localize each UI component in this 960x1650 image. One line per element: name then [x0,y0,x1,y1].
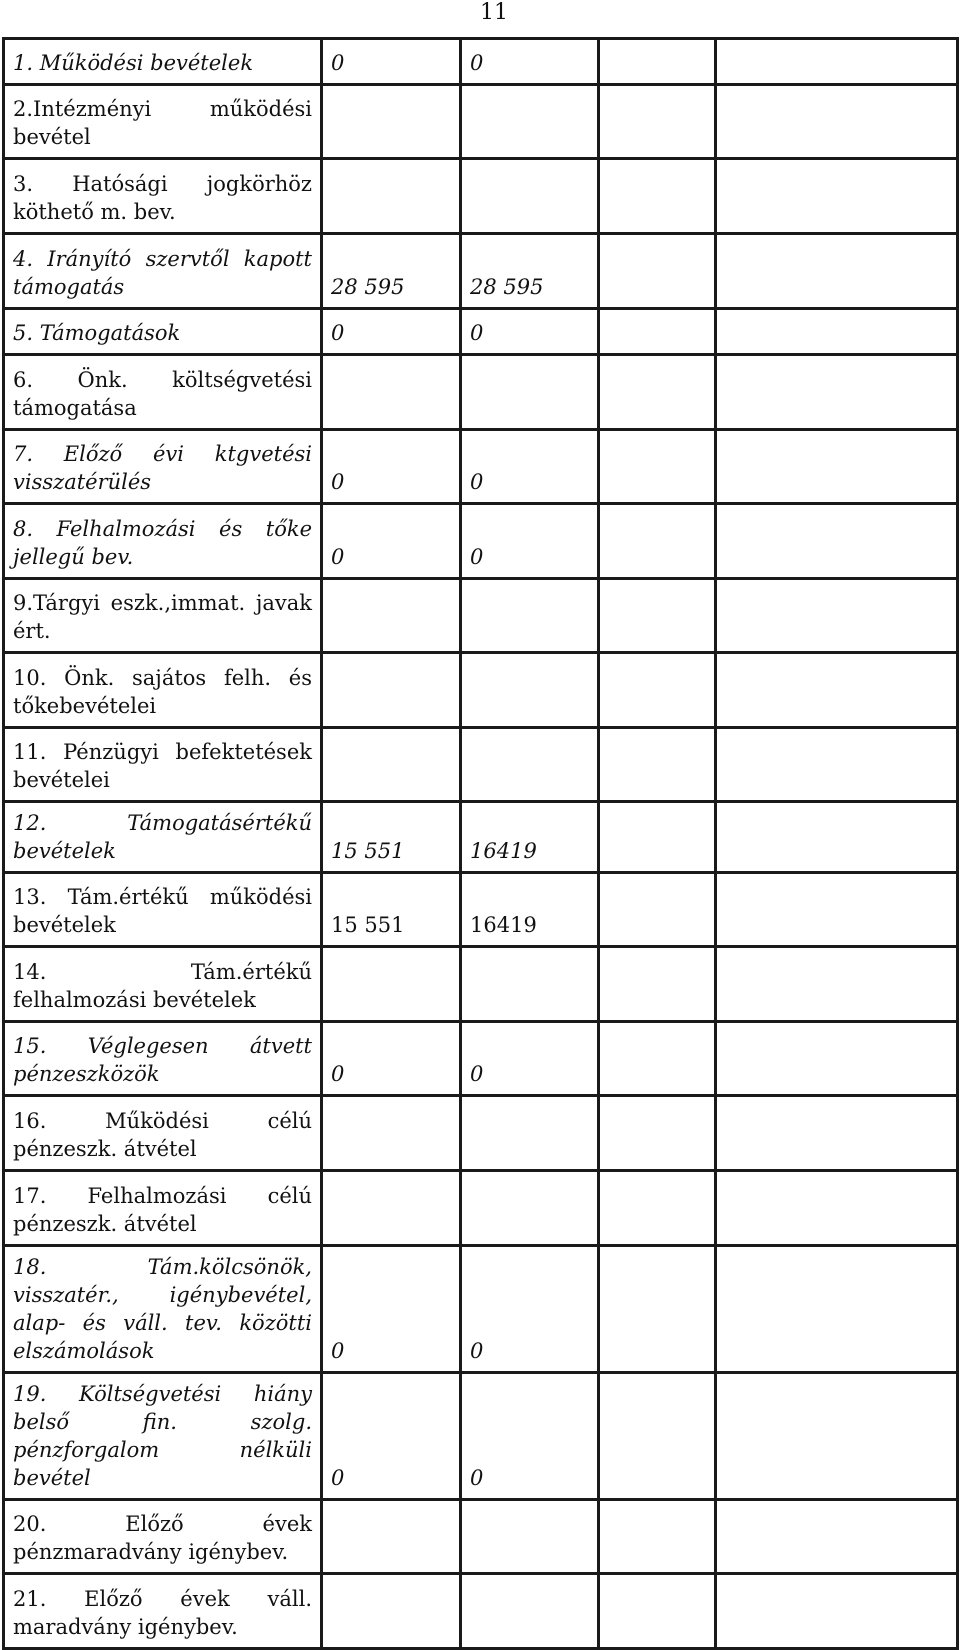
value-column-1 [322,1574,461,1649]
empty-column-4 [716,355,958,430]
row-label: 18. Tám.kölcsönök, visszatér., igénybevétel, alap- és váll. tev. közötti elszámolások [4,1246,322,1373]
row-label: 20. Előző évek pénzmaradvány igénybev. [4,1500,322,1574]
empty-column-4 [716,1246,958,1373]
empty-column-3 [599,947,716,1022]
value-column-2 [461,159,599,234]
value-column-1: 0 [322,1373,461,1500]
empty-column-3 [599,802,716,873]
value-column-2 [461,1500,599,1574]
table-row [4,159,958,234]
value-column-2 [461,947,599,1022]
row-label: 5. Támogatások [4,309,322,355]
value-column-1 [322,1096,461,1171]
row-label: 15. Véglegesen átvett pénzeszközök [4,1022,322,1096]
row-label: 7. Előző évi ktgvetési visszatérülés [4,430,322,504]
table-row [4,947,958,1022]
row-label: 11. Pénzügyi befektetések bevételei [4,728,322,802]
value-column-2: 0 [461,504,599,579]
value-column-1: 0 [322,39,461,85]
row-label: 6. Önk. költségvetési támogatása [4,355,322,430]
empty-column-3 [599,39,716,85]
empty-column-3 [599,85,716,159]
value-column-2 [461,653,599,728]
value-column-1 [322,579,461,653]
empty-column-4 [716,1574,958,1649]
empty-column-3 [599,1246,716,1373]
value-column-1: 0 [322,309,461,355]
table-row [4,1022,958,1096]
empty-column-4 [716,85,958,159]
revenue-table [2,37,959,1650]
value-column-1: 15 551 [322,802,461,873]
empty-column-4 [716,159,958,234]
empty-column-3 [599,1500,716,1574]
empty-column-3 [599,1373,716,1500]
empty-column-3 [599,234,716,309]
table-row [4,579,958,653]
table-row [4,653,958,728]
value-column-2: 0 [461,1373,599,1500]
row-label: 2.Intézményi működési bevétel [4,85,322,159]
empty-column-4 [716,1171,958,1246]
value-column-1: 0 [322,1022,461,1096]
empty-column-3 [599,1096,716,1171]
empty-column-4 [716,430,958,504]
row-label: 8. Felhalmozási és tőke jellegű bev. [4,504,322,579]
row-label: 12. Támogatásértékű bevételek [4,802,322,873]
empty-column-4 [716,309,958,355]
row-label: 14. Tám.értékű felhalmozási bevételek [4,947,322,1022]
empty-column-4 [716,1022,958,1096]
empty-column-4 [716,947,958,1022]
empty-column-4 [716,1500,958,1574]
value-column-1 [322,947,461,1022]
empty-column-3 [599,579,716,653]
row-label: 10. Önk. sajátos felh. és tőkebevételei [4,653,322,728]
empty-column-4 [716,504,958,579]
page-number: 11 [480,0,508,25]
row-label: 19. Költségvetési hiány belső fin. szolg. pénzforgalom nélküli bevétel [4,1373,322,1500]
empty-column-3 [599,1171,716,1246]
empty-column-4 [716,653,958,728]
empty-column-4 [716,39,958,85]
table-row [4,309,958,355]
empty-column-3 [599,1574,716,1649]
table-row [4,504,958,579]
empty-column-4 [716,579,958,653]
empty-column-4 [716,728,958,802]
empty-column-3 [599,653,716,728]
value-column-2 [461,1574,599,1649]
value-column-2: 0 [461,1022,599,1096]
value-column-2 [461,1171,599,1246]
row-label: 1. Működési bevételek [4,39,322,85]
value-column-2 [461,355,599,430]
table-row [4,873,958,947]
table-row [4,1574,958,1649]
value-column-2: 16419 [461,802,599,873]
table-row [4,1171,958,1246]
value-column-2: 0 [461,39,599,85]
row-label: 3. Hatósági jogkörhöz köthető m. bev. [4,159,322,234]
row-label: 9.Tárgyi eszk.,immat. javak ért. [4,579,322,653]
value-column-2 [461,728,599,802]
value-column-1: 0 [322,430,461,504]
table-row [4,1096,958,1171]
value-column-1 [322,355,461,430]
row-label: 4. Irányító szervtől kapott támogatás [4,234,322,309]
value-column-1 [322,653,461,728]
table-row [4,728,958,802]
table-row [4,802,958,873]
empty-column-4 [716,1373,958,1500]
value-column-2 [461,85,599,159]
table-row [4,430,958,504]
row-label: 16. Működési célú pénzeszk. átvétel [4,1096,322,1171]
table-row [4,234,958,309]
value-column-1: 28 595 [322,234,461,309]
value-column-2: 0 [461,1246,599,1373]
value-column-1 [322,159,461,234]
table-body [4,39,958,1649]
empty-column-3 [599,430,716,504]
table-row [4,1373,958,1500]
empty-column-3 [599,159,716,234]
value-column-1 [322,728,461,802]
value-column-2 [461,1096,599,1171]
row-label: 13. Tám.értékű működési bevételek [4,873,322,947]
row-label: 21. Előző évek váll. maradvány igénybev. [4,1574,322,1649]
empty-column-3 [599,504,716,579]
value-column-2: 16419 [461,873,599,947]
empty-column-3 [599,873,716,947]
table-row [4,1246,958,1373]
value-column-1 [322,1500,461,1574]
table-row [4,85,958,159]
value-column-1: 0 [322,1246,461,1373]
table-row [4,1500,958,1574]
value-column-2: 0 [461,309,599,355]
empty-column-4 [716,234,958,309]
table-row [4,39,958,85]
value-column-1 [322,1171,461,1246]
empty-column-4 [716,1096,958,1171]
value-column-1: 15 551 [322,873,461,947]
empty-column-3 [599,355,716,430]
value-column-2: 0 [461,430,599,504]
row-label: 17. Felhalmozási célú pénzeszk. átvétel [4,1171,322,1246]
empty-column-3 [599,309,716,355]
value-column-2: 28 595 [461,234,599,309]
value-column-1: 0 [322,504,461,579]
value-column-2 [461,579,599,653]
empty-column-3 [599,1022,716,1096]
value-column-1 [322,85,461,159]
empty-column-3 [599,728,716,802]
empty-column-4 [716,873,958,947]
table-row [4,355,958,430]
empty-column-4 [716,802,958,873]
